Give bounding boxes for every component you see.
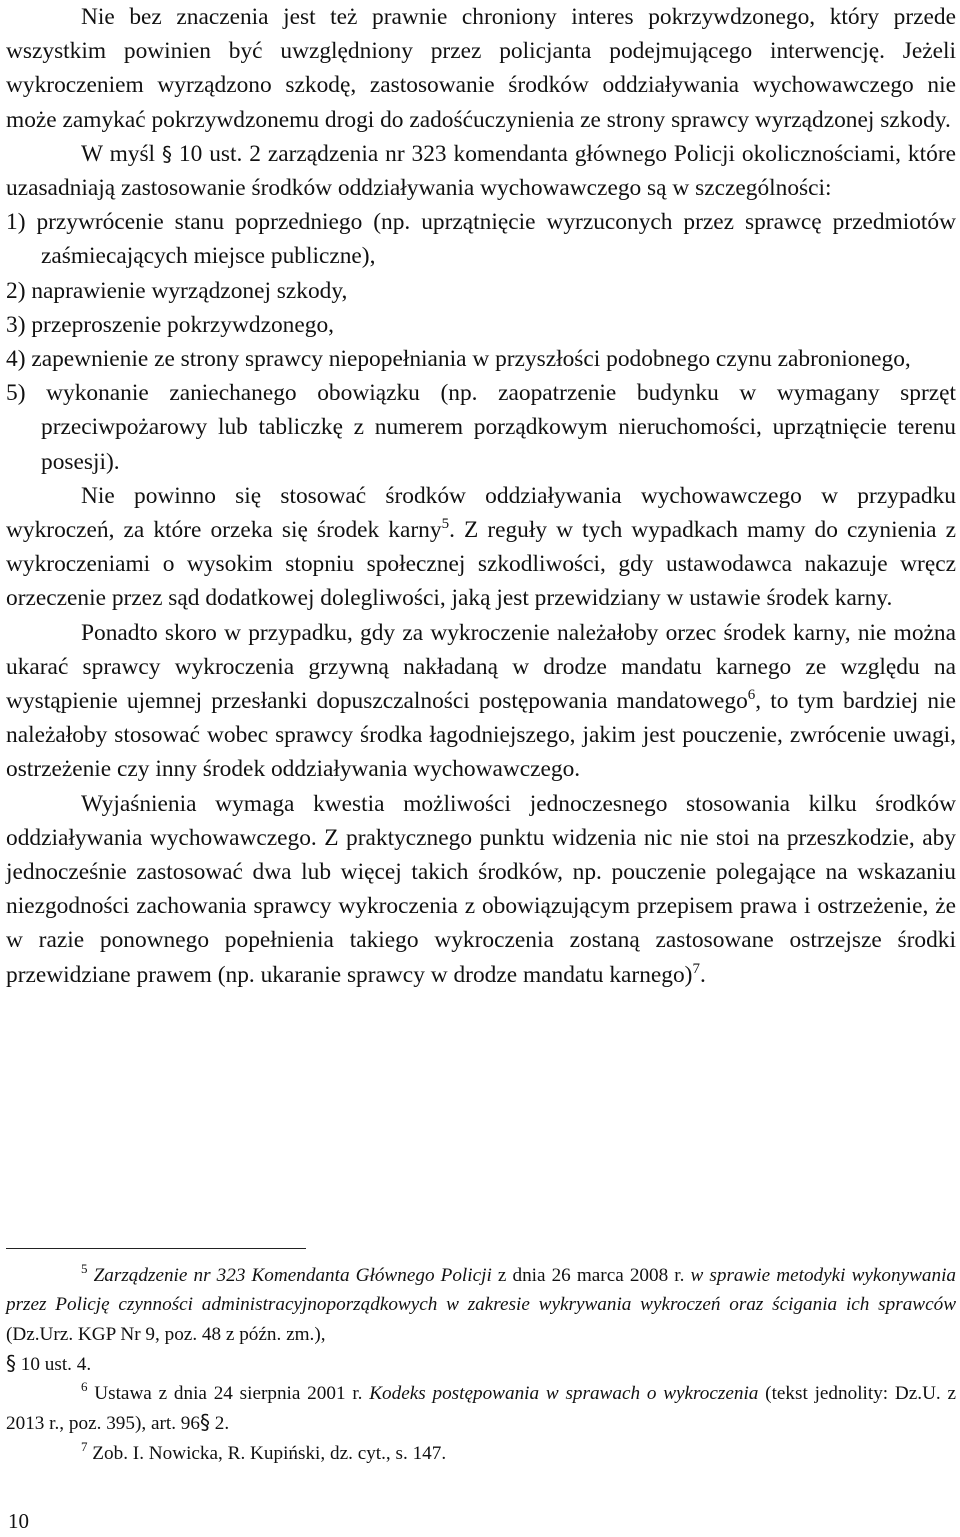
section-sign: § (199, 1410, 210, 1435)
footnote-5-source: (Dz.Urz. KGP Nr 9, poz. 48 z późn. zm.), (6, 1323, 326, 1345)
para5-text-end: . (699, 961, 706, 988)
paragraph-mandate-procedure (6, 616, 956, 787)
main-text (6, 0, 956, 992)
footnote-7-text: Zob. I. Nowicka, R. Kupiński, dz. cyt., s. 147. (92, 1442, 447, 1464)
paragraph-combined-measures (6, 787, 956, 992)
para5-text-start: Wyjaśnienia wymaga kwestia możliwości jednoczesnego stosowania kilku środków oddziaływania wychowawczego. Z praktycznego punktu widzenia nic nie stoi na przeszkodzie, aby jednocześnie zastosować dwa lub więcej takich środków, np. pouczenie polegające na wskazaniu niezgodności zachowania sprawcy wykroczenia z obowiązującym przepisem prawa i ostrzeżenie, że w razie ponownego popełnienia takiego wykroczenia zostaną zastosowane ostrzejsze środki przewidziane prawem (np. ukaranie sprawcy w drodze mandatu karnego) (6, 790, 956, 988)
footnote-6-act: Ustawa z dnia 24 sierpnia 2001 r. (94, 1383, 370, 1405)
footnote-number: 5 (81, 1261, 88, 1276)
footnote-6 (6, 1379, 956, 1439)
para3-text-end: . Z reguły w tych wypadkach mamy do czynienia z wykroczeniami o wysokim stopniu społecznej szkodliwości, gdy ustawodawca nakazuje wręcz orzeczenie przez sąd dodatkowej dolegliwości, jaką jest przewidziany w ustawie środek karny. (6, 517, 957, 612)
paragraph-interest-of-victim: Nie bez znaczenia jest też prawnie chroniony interes pokrzywdzonego, który przede wszystkim powinien być uwzględniony przez policjanta podejmującego interwencję. Jeżeli wykroczeniem wyrządzono szkodę, zastosowanie środków oddziaływania wychowawczego nie może zamykać pokrzywdzonemu drogi do zadośćuczynienia ze strony sprawcy wyrządzonej szkody. (6, 4, 956, 133)
page-body (6, 0, 956, 992)
footnote-6-title: Kodeks postępowania w sprawach o wykroczenia (369, 1383, 759, 1405)
footnote-5-section: 10 ust. 4. (16, 1353, 92, 1375)
para4-text-end: , to tym bardziej nie należałoby stosować wobec sprawcy środka łagodniejszego, jakim jest pouczenie, zwrócenie uwagi, ostrzeżenie czy inny środek oddziaływania wychowawczego. (6, 688, 956, 783)
circumstances-list (6, 205, 956, 479)
para2-prefix: W myśl (81, 140, 156, 167)
footnote-5-subject: w sprawie metodyki wykonywania przez Policję czynności administracyjnoporządkowych w zakresie wykrywania wykroczeń oraz ścigania ich sprawców (6, 1265, 957, 1316)
footnote-5-title: Zarządzenie nr 323 Komendanta Głównego Policji (93, 1265, 492, 1286)
footnote-6-source: (tekst jednolity: Dz.U. z 2013 r., poz. 395), art. 96 (6, 1383, 957, 1435)
section-sign: § (6, 1350, 16, 1375)
paragraph-criminal-measures (6, 479, 956, 616)
paragraph-circumstances-intro (6, 137, 956, 205)
list-item: 1) przywrócenie stanu poprzedniego (np. uprzątnięcie wyrzuconych przez sprawcę przedmiotów zaśmiecających miejsce publiczne), (6, 209, 956, 270)
list-item: 3) przeproszenie pokrzywdzonego, (6, 311, 334, 338)
footnote-ref-6[interactable]: 6 (747, 687, 756, 704)
list-item: 5) wykonanie zaniechanego obowiązku (np. zaopatrzenie budynku w wymagany sprzęt przeciwpożarowy lub tabliczkę z numerem porządkowym nieruchomości, uprzątnięcie terenu posesji). (6, 380, 956, 475)
footnote-6-section: 2. (209, 1413, 230, 1435)
section-sign: § (161, 141, 172, 166)
footnote-5-date: z dnia 26 marca 2008 r. (491, 1265, 691, 1286)
footnote-ref-5[interactable]: 5 (441, 516, 450, 533)
page-number: 10 (8, 1509, 29, 1533)
para3-text-start: Nie powinno się stosować środków oddziaływania wychowawczego w przypadku wykroczeń, za które orzeka się środek karny (6, 482, 956, 544)
para4-text-start: Ponadto skoro w przypadku, gdy za wykroczenie należałoby orzec środek karny, nie można ukarać sprawcy wykroczenia grzywną nakładaną w drodze mandatu karnego ze względu na wystąpienie ujemnej przesłanki dopuszczalności postępowania mandatowego (6, 619, 956, 715)
footnote-divider (6, 1248, 306, 1249)
list-item: 2) naprawienie wyrządzonej szkody, (6, 277, 348, 304)
footnote-7 (6, 1439, 956, 1468)
footnote-ref-7[interactable]: 7 (692, 960, 700, 977)
list-item: 4) zapewnienie ze strony sprawcy niepopełniania w przyszłości podobnego czynu zabronionego, (6, 346, 911, 373)
footnote-number: 6 (81, 1379, 88, 1395)
footnote-5 (6, 1261, 956, 1379)
para2-rest: 10 ust. 2 zarządzenia nr 323 komendanta głównego Policji okolicznościami, które uzasadniają zastosowanie środków oddziaływania wychowawczego są w szczególności: (6, 140, 956, 202)
footnotes (6, 1261, 956, 1468)
footnote-number: 7 (81, 1438, 88, 1454)
